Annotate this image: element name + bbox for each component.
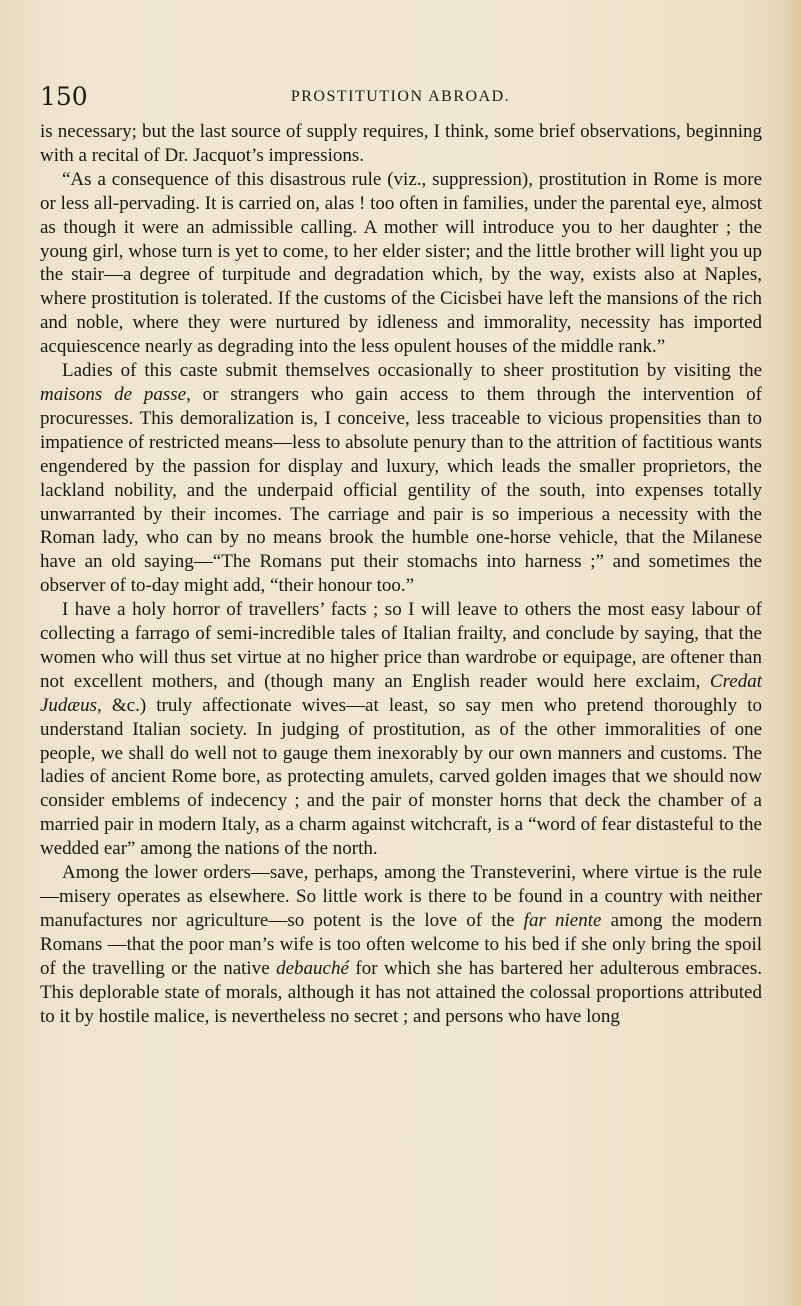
text-run: I have a holy horror of travellers’ facts ; so I will leave to others the most easy labour of collecting a farrago of semi-incredible tales of Italian frailty, and conclude by saying, that the women who will thus set virtue at no higher price than wardrobe or equipage, are oftener than not excellent mothers, and (though many an English reader would here exclaim, bbox=[40, 599, 762, 692]
italic-phrase: maisons de passe bbox=[40, 383, 187, 405]
italic-phrase: Credat Judæus bbox=[40, 670, 762, 716]
text-run: for which she has bartered her adulterous embraces. This deplorable state of morals, although it has not attained the colossal proportions attributed to it by hostile malice, is nevertheless no secret ; and persons who have long bbox=[40, 957, 762, 1027]
running-title: PROSTITUTION ABROAD. bbox=[290, 88, 511, 105]
page-number: 150 bbox=[40, 82, 88, 111]
page-edge-shading bbox=[783, 0, 801, 1306]
text-run: , or strangers who gain access to them through the intervention of procuresses. This demoralization is, I conceive, less traceable to vicious propensities than to impatience of restricted means—less to absolute penury than to the attrition of factitious wants engendered by the passion for display and luxury, which leads the smaller proprietors, the lackland nobility, and the underpaid official gentility of the south, into expenses totally unwarranted by their incomes. The carriage and pair is so imperious a necessity with the Roman lady, who can by no means brook the humble one-horse vehicle, that the Milanese have an old saying—“The Romans put their stomachs into harness ;” and sometimes the observer of to-day might add, “their honour too.” bbox=[40, 383, 762, 597]
paragraph bbox=[40, 359, 762, 598]
paragraph bbox=[40, 120, 762, 168]
text-run: is necessary; but the last source of supply requires, I think, some brief observations, beginning with a recital of Dr. Jacquot’s impressions. bbox=[40, 121, 762, 166]
italic-phrase: debauché bbox=[276, 957, 349, 979]
italic-phrase: far niente bbox=[523, 909, 602, 931]
body-text bbox=[40, 120, 762, 1028]
paragraph bbox=[40, 168, 762, 359]
paragraph bbox=[40, 861, 762, 1028]
page-header bbox=[0, 82, 801, 122]
text-run: , &c.) truly affectionate wives—at least, so say men who pretend thoroughly to understand Italian society. In judging of prostitution, as of the other immoralities of one people, we shall do well not to gauge them inexorably by our own manners and customs. The ladies of ancient Rome bore, as protecting amulets, carved golden images that we should now consider emblems of indecency ; and the pair of monster horns that deck the chamber of a married pair in modern Italy, as a charm against witchcraft, is a “word of fear distasteful to the wedded ear” among the nations of the north. bbox=[40, 694, 762, 860]
text-run: Among the lower orders—save, perhaps, among the Transteverini, where virtue is the rule—misery operates as elsewhere. So little work is there to be found in a country with neither manufactures nor agriculture—so potent is the love of the bbox=[40, 862, 762, 931]
text-run: among the modern Romans —that the poor man’s wife is too often welcome to his bed if she only bring the spoil of the travelling or the native bbox=[40, 909, 762, 979]
paragraph bbox=[40, 598, 762, 861]
text-run: “As a consequence of this disastrous rule (viz., suppression), prostitution in Rome is more or less all-pervading. It is carried on, alas ! too often in families, under the parental eye, almost as though it were an admissible calling. A mother will introduce you to her daughter ; the young girl, whose turn is yet to come, to her elder sister; and the little brother will light you up the stair—a degree of turpitude and degradation which, by the way, exists also at Naples, where prostitution is tolerated. If the customs of the Cicisbei have left the mansions of the rich and noble, where they were nurtured by idleness and immorality, necessity has imported acquiescence nearly as degrading into the less opulent houses of the middle rank.” bbox=[40, 168, 762, 358]
text-run: Ladies of this caste submit themselves occasionally to sheer prostitution by visiting the bbox=[62, 360, 762, 382]
